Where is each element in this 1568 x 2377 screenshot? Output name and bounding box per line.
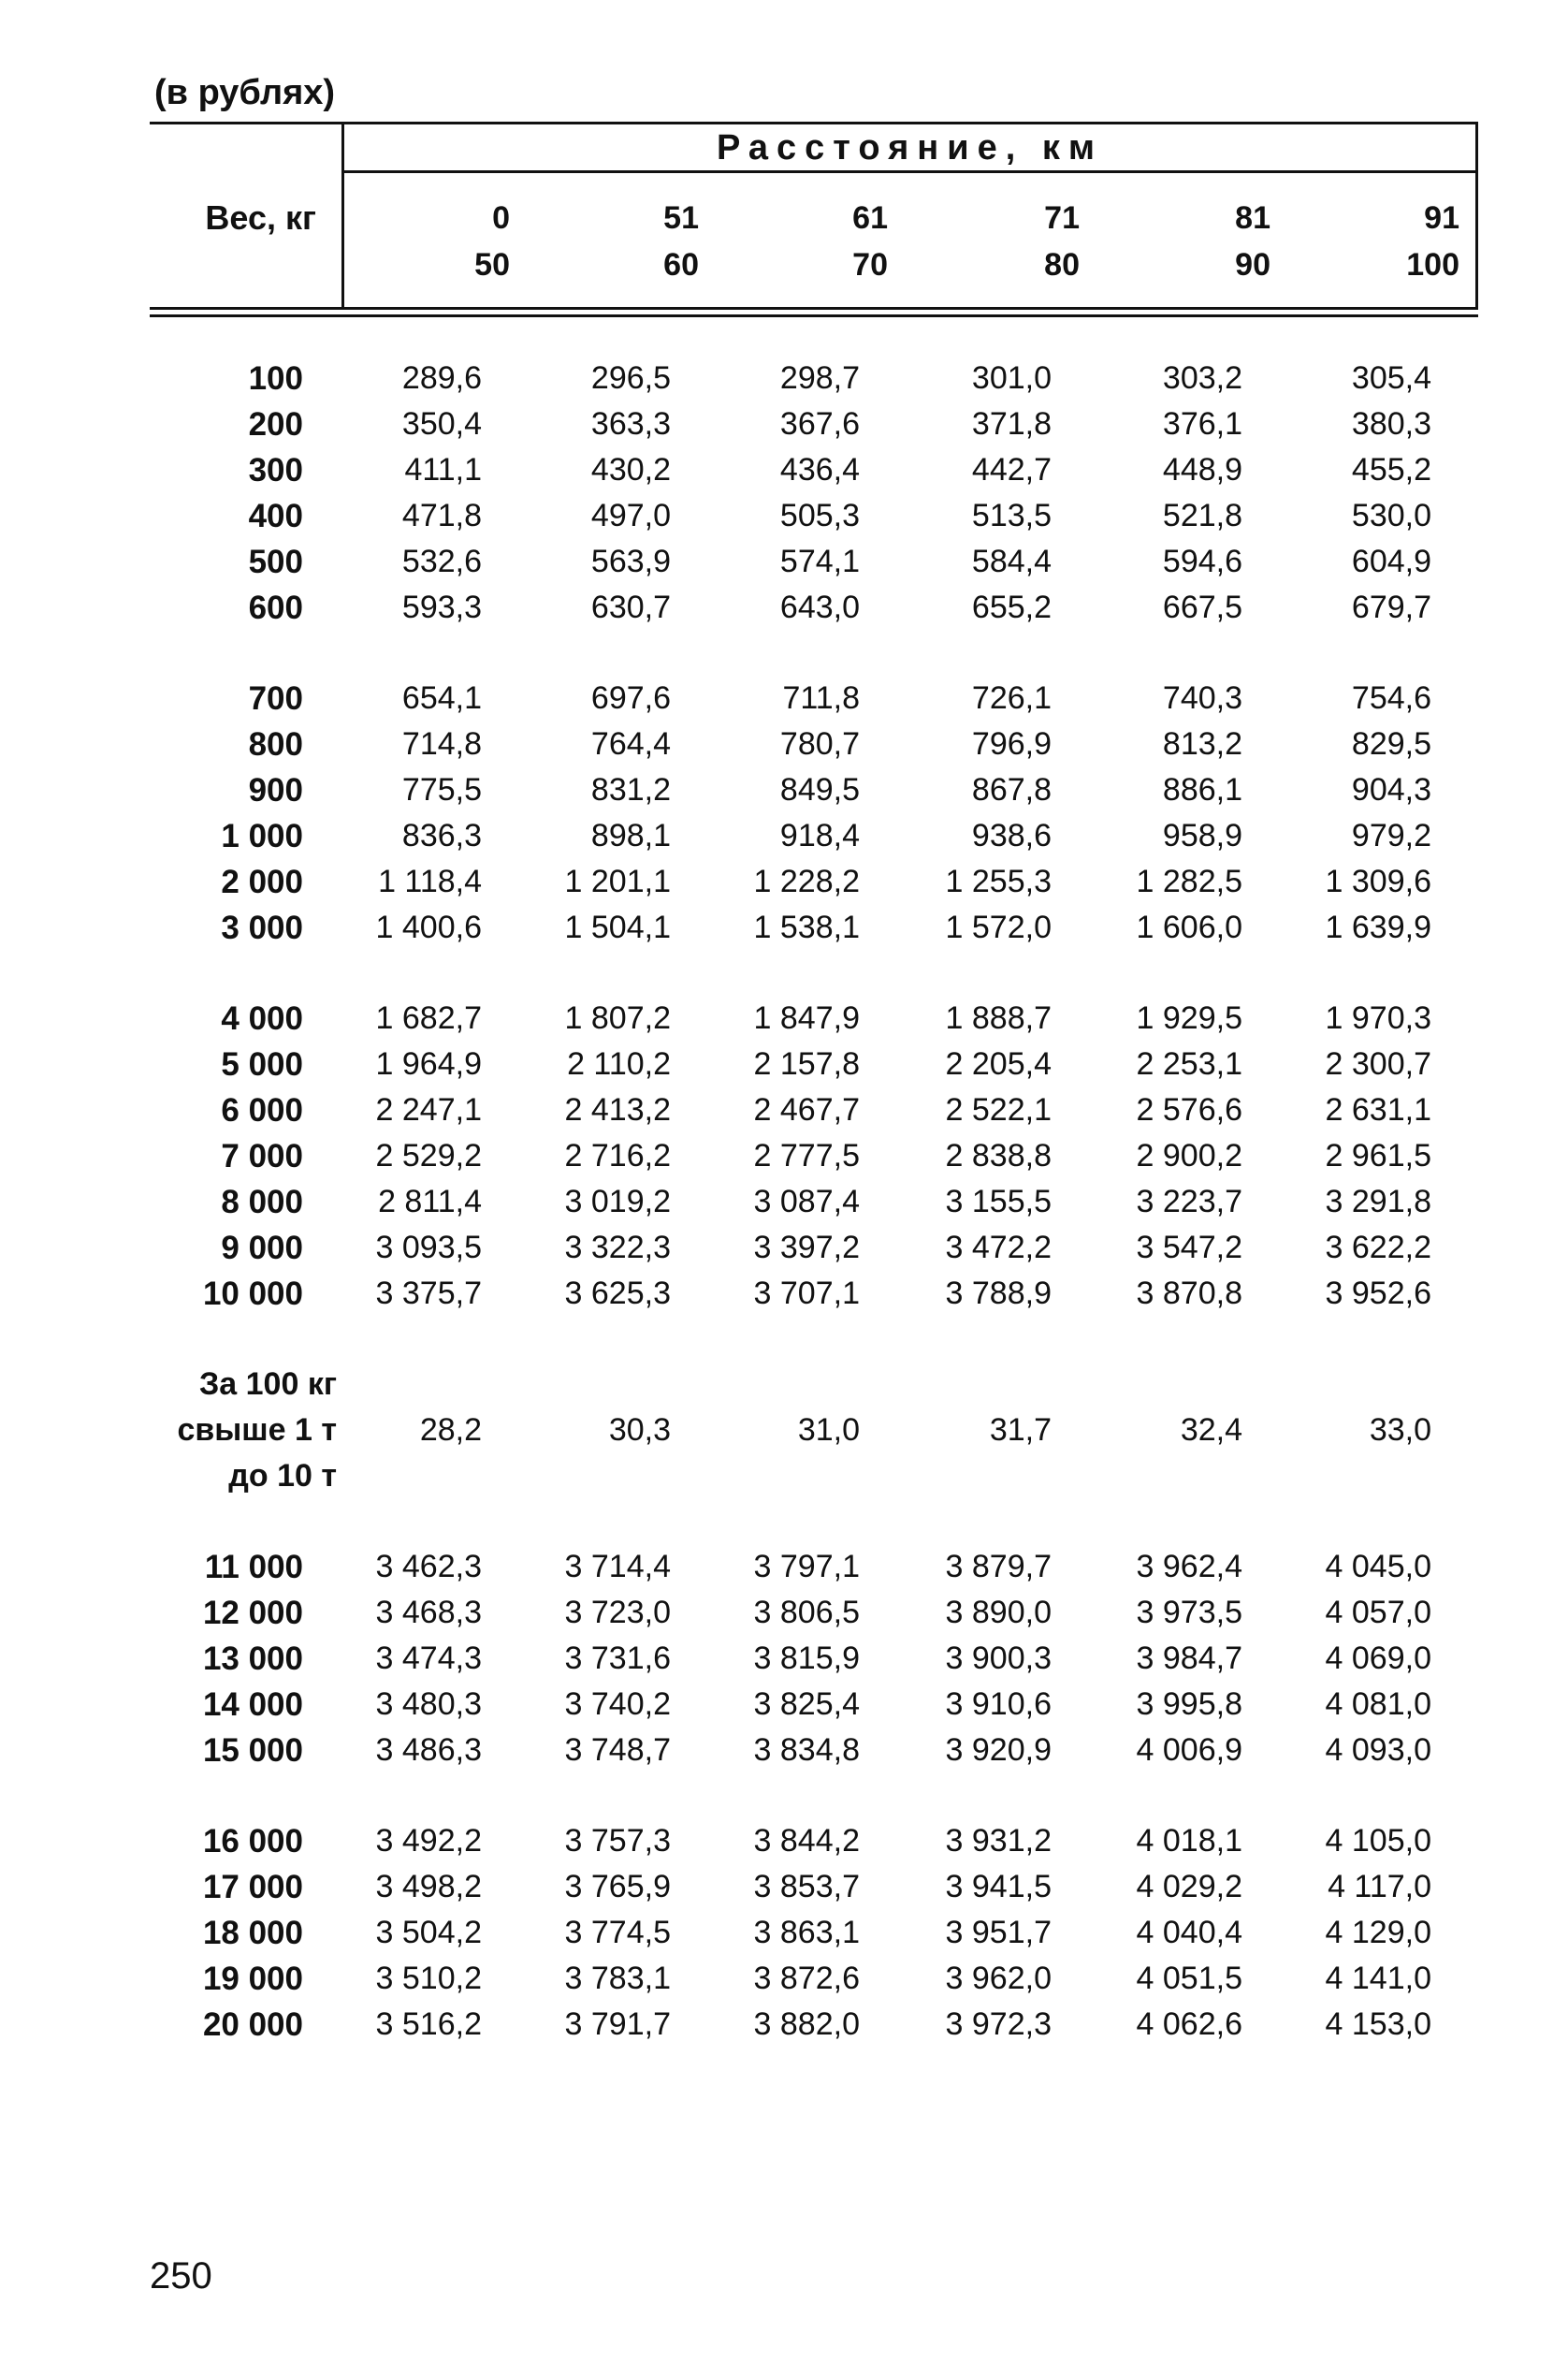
price-cell: 1 504,1 bbox=[564, 910, 671, 945]
weight-cell: 500 bbox=[248, 544, 303, 580]
price-cell: 1 538,1 bbox=[753, 910, 860, 945]
price-cell: 780,7 bbox=[779, 726, 860, 762]
price-cell: 1 572,0 bbox=[945, 910, 1052, 945]
price-cell: 796,9 bbox=[971, 726, 1052, 762]
price-cell: 1 228,2 bbox=[753, 864, 860, 899]
price-cell: 849,5 bbox=[779, 772, 860, 808]
price-cell: 3 516,2 bbox=[375, 2006, 482, 2042]
table-row bbox=[150, 1133, 1478, 1179]
surcharge-price-cell: 31,7 bbox=[989, 1412, 1052, 1448]
price-cell: 3 984,7 bbox=[1136, 1641, 1242, 1676]
price-cell: 604,9 bbox=[1351, 544, 1431, 579]
price-cell: 2 961,5 bbox=[1325, 1138, 1431, 1174]
table-row bbox=[150, 1544, 1478, 1590]
price-cell: 3 882,0 bbox=[753, 2006, 860, 2042]
price-cell: 813,2 bbox=[1162, 726, 1242, 762]
table-row bbox=[150, 2002, 1478, 2048]
price-cell: 1 682,7 bbox=[375, 1000, 482, 1036]
price-cell: 714,8 bbox=[401, 726, 482, 762]
price-cell: 3 872,6 bbox=[753, 1961, 860, 1996]
price-cell: 1 807,2 bbox=[564, 1000, 671, 1036]
price-cell: 4 069,0 bbox=[1325, 1641, 1431, 1676]
price-cell: 1 964,9 bbox=[375, 1046, 482, 1082]
price-cell: 3 973,5 bbox=[1136, 1595, 1242, 1630]
price-cell: 3 291,8 bbox=[1325, 1184, 1431, 1219]
price-cell: 4 105,0 bbox=[1325, 1823, 1431, 1859]
price-cell: 1 400,6 bbox=[375, 910, 482, 945]
weight-cell: 11 000 bbox=[204, 1549, 303, 1585]
price-cell: 563,9 bbox=[590, 544, 671, 579]
price-cell: 505,3 bbox=[779, 498, 860, 533]
table-row bbox=[150, 996, 1478, 1042]
price-cell: 593,3 bbox=[401, 590, 482, 625]
price-cell: 3 844,2 bbox=[753, 1823, 860, 1859]
price-cell: 363,3 bbox=[590, 406, 671, 442]
surcharge-price-cell: 28,2 bbox=[419, 1412, 482, 1448]
price-cell: 4 018,1 bbox=[1136, 1823, 1242, 1859]
price-cell: 3 972,3 bbox=[945, 2006, 1052, 2042]
table-row bbox=[150, 447, 1478, 493]
price-cell: 442,7 bbox=[971, 452, 1052, 488]
price-cell: 938,6 bbox=[971, 818, 1052, 853]
price-cell: 4 057,0 bbox=[1325, 1595, 1431, 1630]
price-cell: 3 941,5 bbox=[945, 1869, 1052, 1904]
price-cell: 1 255,3 bbox=[945, 864, 1052, 899]
price-cell: 3 625,3 bbox=[564, 1276, 671, 1311]
table-row bbox=[150, 1910, 1478, 1956]
price-cell: 630,7 bbox=[590, 590, 671, 625]
weight-cell: 900 bbox=[248, 772, 303, 809]
surcharge-price-cell: 32,4 bbox=[1180, 1412, 1242, 1448]
price-cell: 4 153,0 bbox=[1325, 2006, 1431, 2042]
weight-cell: 1 000 bbox=[221, 818, 303, 854]
price-cell: 764,4 bbox=[590, 726, 671, 762]
price-cell: 3 462,3 bbox=[375, 1549, 482, 1584]
header-bottom-rule-double bbox=[150, 314, 1478, 317]
table-row bbox=[150, 1956, 1478, 2002]
price-cell: 3 757,3 bbox=[564, 1823, 671, 1859]
price-cell: 3 806,5 bbox=[753, 1595, 860, 1630]
price-cell: 831,2 bbox=[590, 772, 671, 808]
price-cell: 3 783,1 bbox=[564, 1961, 671, 1996]
price-cell: 3 952,6 bbox=[1325, 1276, 1431, 1311]
price-cell: 1 639,9 bbox=[1325, 910, 1431, 945]
price-cell: 471,8 bbox=[401, 498, 482, 533]
table-row bbox=[150, 905, 1478, 951]
weight-cell: 13 000 bbox=[202, 1641, 303, 1677]
price-cell: 376,1 bbox=[1162, 406, 1242, 442]
price-cell: 3 863,1 bbox=[753, 1915, 860, 1950]
header-top-rule bbox=[150, 122, 1478, 124]
table-row bbox=[150, 1179, 1478, 1225]
price-cell: 3 834,8 bbox=[753, 1732, 860, 1768]
price-cell: 367,6 bbox=[779, 406, 860, 442]
distance-range-1: 51 60 bbox=[663, 200, 699, 283]
price-cell: 3 375,7 bbox=[375, 1276, 482, 1311]
price-cell: 2 467,7 bbox=[753, 1092, 860, 1128]
price-cell: 371,8 bbox=[971, 406, 1052, 442]
price-cell: 654,1 bbox=[401, 680, 482, 716]
price-cell: 2 576,6 bbox=[1136, 1092, 1242, 1128]
unit-note: (в рублях) bbox=[154, 73, 336, 112]
price-cell: 3 480,3 bbox=[375, 1686, 482, 1722]
price-cell: 3 765,9 bbox=[564, 1869, 671, 1904]
price-cell: 3 474,3 bbox=[375, 1641, 482, 1676]
price-cell: 289,6 bbox=[401, 360, 482, 396]
price-cell: 584,4 bbox=[971, 544, 1052, 579]
table-row bbox=[150, 813, 1478, 859]
price-cell: 430,2 bbox=[590, 452, 671, 488]
price-cell: 3 815,9 bbox=[753, 1641, 860, 1676]
price-cell: 380,3 bbox=[1351, 406, 1431, 442]
weight-cell: 12 000 bbox=[202, 1595, 303, 1631]
price-cell: 3 707,1 bbox=[753, 1276, 860, 1311]
weight-cell: 2 000 bbox=[221, 864, 303, 900]
weight-cell: 14 000 bbox=[202, 1686, 303, 1723]
weight-column-title: Вес, кг bbox=[205, 198, 316, 237]
price-cell: 305,4 bbox=[1351, 360, 1431, 396]
distance-range-0: 0 50 bbox=[474, 200, 510, 283]
weight-cell: 15 000 bbox=[202, 1732, 303, 1769]
weight-cell: 8 000 bbox=[221, 1184, 303, 1220]
surcharge-price-cell: 30,3 bbox=[608, 1412, 671, 1448]
table-row bbox=[150, 1225, 1478, 1271]
weight-cell: 18 000 bbox=[202, 1915, 303, 1951]
price-cell: 679,7 bbox=[1351, 590, 1431, 625]
price-cell: 2 631,1 bbox=[1325, 1092, 1431, 1128]
price-cell: 1 309,6 bbox=[1325, 864, 1431, 899]
price-cell: 958,9 bbox=[1162, 818, 1242, 853]
price-cell: 2 205,4 bbox=[945, 1046, 1052, 1082]
table-row bbox=[150, 1636, 1478, 1682]
price-cell: 3 962,0 bbox=[945, 1961, 1052, 1996]
price-cell: 979,2 bbox=[1351, 818, 1431, 853]
price-cell: 3 920,9 bbox=[945, 1732, 1052, 1768]
price-cell: 350,4 bbox=[401, 406, 482, 442]
price-cell: 594,6 bbox=[1162, 544, 1242, 579]
price-cell: 3 731,6 bbox=[564, 1641, 671, 1676]
price-cell: 3 093,5 bbox=[375, 1230, 482, 1265]
distance-range-3: 71 80 bbox=[1044, 200, 1080, 283]
price-cell: 2 253,1 bbox=[1136, 1046, 1242, 1082]
price-cell: 3 492,2 bbox=[375, 1823, 482, 1859]
weight-cell: 200 bbox=[248, 406, 303, 443]
distance-range-4: 81 90 bbox=[1235, 200, 1270, 283]
table-row bbox=[150, 493, 1478, 539]
price-cell: 4 141,0 bbox=[1325, 1961, 1431, 1996]
price-cell: 836,3 bbox=[401, 818, 482, 853]
price-cell: 296,5 bbox=[590, 360, 671, 396]
price-cell: 3 797,1 bbox=[753, 1549, 860, 1584]
price-cell: 3 510,2 bbox=[375, 1961, 482, 1996]
price-cell: 448,9 bbox=[1162, 452, 1242, 488]
price-cell: 4 029,2 bbox=[1136, 1869, 1242, 1904]
price-cell: 3 223,7 bbox=[1136, 1184, 1242, 1219]
weight-cell: 300 bbox=[248, 452, 303, 489]
price-cell: 867,8 bbox=[971, 772, 1052, 808]
weight-cell: 3 000 bbox=[221, 910, 303, 946]
price-cell: 298,7 bbox=[779, 360, 860, 396]
price-cell: 1 282,5 bbox=[1136, 864, 1242, 899]
price-cell: 2 110,2 bbox=[567, 1046, 671, 1082]
price-cell: 2 838,8 bbox=[945, 1138, 1052, 1174]
table-row bbox=[150, 1590, 1478, 1636]
price-cell: 1 118,4 bbox=[378, 864, 482, 899]
price-cell: 1 929,5 bbox=[1136, 1000, 1242, 1036]
price-cell: 3 962,4 bbox=[1136, 1549, 1242, 1584]
price-cell: 455,2 bbox=[1351, 452, 1431, 488]
price-cell: 754,6 bbox=[1351, 680, 1431, 716]
price-cell: 3 723,0 bbox=[564, 1595, 671, 1630]
price-cell: 775,5 bbox=[401, 772, 482, 808]
price-cell: 4 081,0 bbox=[1325, 1686, 1431, 1722]
weight-cell: 6 000 bbox=[221, 1092, 303, 1129]
weight-cell: 7 000 bbox=[221, 1138, 303, 1174]
price-cell: 3 019,2 bbox=[564, 1184, 671, 1219]
weight-cell: 700 bbox=[248, 680, 303, 717]
distance-column-title: Расстояние, км bbox=[717, 128, 1103, 168]
price-cell: 3 825,4 bbox=[753, 1686, 860, 1722]
price-cell: 3 995,8 bbox=[1136, 1686, 1242, 1722]
weight-cell: 16 000 bbox=[202, 1823, 303, 1859]
page-number: 250 bbox=[150, 2255, 212, 2297]
price-cell: 513,5 bbox=[971, 498, 1052, 533]
price-cell: 3 622,2 bbox=[1325, 1230, 1431, 1265]
price-cell: 303,2 bbox=[1162, 360, 1242, 396]
table-row bbox=[150, 676, 1478, 722]
price-cell: 574,1 bbox=[779, 544, 860, 579]
price-cell: 2 300,7 bbox=[1325, 1046, 1431, 1082]
price-cell: 829,5 bbox=[1351, 726, 1431, 762]
distance-range-2: 61 70 bbox=[852, 200, 888, 283]
price-cell: 436,4 bbox=[779, 452, 860, 488]
price-cell: 904,3 bbox=[1351, 772, 1431, 808]
price-cell: 497,0 bbox=[590, 498, 671, 533]
price-cell: 3 504,2 bbox=[375, 1915, 482, 1950]
price-cell: 3 879,7 bbox=[945, 1549, 1052, 1584]
price-cell: 3 486,3 bbox=[375, 1732, 482, 1768]
price-cell: 4 093,0 bbox=[1325, 1732, 1431, 1768]
price-cell: 3 087,4 bbox=[753, 1184, 860, 1219]
price-cell: 4 117,0 bbox=[1328, 1869, 1431, 1904]
table-row bbox=[150, 1818, 1478, 1864]
weight-cell: 4 000 bbox=[221, 1000, 303, 1037]
price-cell: 3 740,2 bbox=[564, 1686, 671, 1722]
price-cell: 1 888,7 bbox=[945, 1000, 1052, 1036]
price-cell: 2 811,4 bbox=[378, 1184, 482, 1219]
price-cell: 530,0 bbox=[1351, 498, 1431, 533]
price-cell: 3 397,2 bbox=[753, 1230, 860, 1265]
price-cell: 655,2 bbox=[971, 590, 1052, 625]
price-cell: 898,1 bbox=[590, 818, 671, 853]
table-row bbox=[150, 585, 1478, 631]
price-cell: 1 606,0 bbox=[1136, 910, 1242, 945]
price-cell: 643,0 bbox=[779, 590, 860, 625]
price-cell: 3 900,3 bbox=[945, 1641, 1052, 1676]
price-cell: 2 522,1 bbox=[945, 1092, 1052, 1128]
table-row bbox=[150, 722, 1478, 767]
price-cell: 2 900,2 bbox=[1136, 1138, 1242, 1174]
weight-cell: 600 bbox=[248, 590, 303, 626]
price-cell: 3 853,7 bbox=[753, 1869, 860, 1904]
price-cell: 3 951,7 bbox=[945, 1915, 1052, 1950]
price-cell: 3 547,2 bbox=[1136, 1230, 1242, 1265]
price-cell: 740,3 bbox=[1162, 680, 1242, 716]
surcharge-price-cell: 33,0 bbox=[1369, 1412, 1431, 1448]
weight-cell: 19 000 bbox=[202, 1961, 303, 1997]
price-cell: 3 322,3 bbox=[564, 1230, 671, 1265]
weight-cell: 100 bbox=[248, 360, 303, 397]
price-cell: 711,8 bbox=[782, 680, 860, 716]
price-cell: 886,1 bbox=[1162, 772, 1242, 808]
price-cell: 4 129,0 bbox=[1325, 1915, 1431, 1950]
price-cell: 411,1 bbox=[404, 452, 482, 488]
price-cell: 532,6 bbox=[401, 544, 482, 579]
surcharge-row bbox=[150, 1362, 1478, 1499]
price-cell: 3 870,8 bbox=[1136, 1276, 1242, 1311]
price-cell: 3 155,5 bbox=[945, 1184, 1052, 1219]
price-cell: 3 791,7 bbox=[564, 2006, 671, 2042]
price-cell: 1 201,1 bbox=[564, 864, 671, 899]
price-cell: 3 498,2 bbox=[375, 1869, 482, 1904]
weight-cell: 20 000 bbox=[202, 2006, 303, 2043]
price-cell: 3 931,2 bbox=[945, 1823, 1052, 1859]
price-cell: 3 714,4 bbox=[564, 1549, 671, 1584]
surcharge-price-cell: 31,0 bbox=[797, 1412, 860, 1448]
weight-cell: 400 bbox=[248, 498, 303, 534]
distance-range-5: 91 100 bbox=[1406, 200, 1459, 283]
surcharge-label: За 100 кг свыше 1 т до 10 т bbox=[177, 1366, 337, 1494]
price-cell: 4 045,0 bbox=[1325, 1549, 1431, 1584]
tariff-table-body bbox=[150, 356, 1478, 2048]
table-row bbox=[150, 539, 1478, 585]
table-row bbox=[150, 1864, 1478, 1910]
price-cell: 2 716,2 bbox=[564, 1138, 671, 1174]
weight-cell: 17 000 bbox=[202, 1869, 303, 1905]
price-cell: 3 748,7 bbox=[564, 1732, 671, 1768]
weight-cell: 10 000 bbox=[202, 1276, 303, 1312]
price-cell: 2 413,2 bbox=[564, 1092, 671, 1128]
price-cell: 4 062,6 bbox=[1136, 2006, 1242, 2042]
table-row bbox=[150, 1087, 1478, 1133]
table-row bbox=[150, 401, 1478, 447]
price-cell: 3 468,3 bbox=[375, 1595, 482, 1630]
price-cell: 3 472,2 bbox=[945, 1230, 1052, 1265]
price-cell: 521,8 bbox=[1162, 498, 1242, 533]
price-cell: 726,1 bbox=[971, 680, 1052, 716]
table-row bbox=[150, 356, 1478, 401]
table-row bbox=[150, 767, 1478, 813]
table-row bbox=[150, 859, 1478, 905]
price-cell: 3 788,9 bbox=[945, 1276, 1052, 1311]
price-cell: 4 006,9 bbox=[1136, 1732, 1242, 1768]
price-cell: 1 970,3 bbox=[1325, 1000, 1431, 1036]
table-row bbox=[150, 1271, 1478, 1317]
price-cell: 1 847,9 bbox=[753, 1000, 860, 1036]
price-cell: 2 247,1 bbox=[375, 1092, 482, 1128]
price-cell: 3 774,5 bbox=[564, 1915, 671, 1950]
table-row bbox=[150, 1042, 1478, 1087]
price-cell: 697,6 bbox=[590, 680, 671, 716]
price-cell: 4 051,5 bbox=[1136, 1961, 1242, 1996]
table-row bbox=[150, 1682, 1478, 1728]
weight-cell: 800 bbox=[248, 726, 303, 763]
price-cell: 4 040,4 bbox=[1136, 1915, 1242, 1950]
price-cell: 2 157,8 bbox=[753, 1046, 860, 1082]
price-cell: 2 777,5 bbox=[753, 1138, 860, 1174]
weight-cell: 9 000 bbox=[221, 1230, 303, 1266]
price-cell: 301,0 bbox=[971, 360, 1052, 396]
header-bottom-rule bbox=[150, 307, 1478, 310]
weight-cell: 5 000 bbox=[221, 1046, 303, 1083]
price-cell: 2 529,2 bbox=[375, 1138, 482, 1174]
price-cell: 918,4 bbox=[779, 818, 860, 853]
header-mid-rule bbox=[341, 170, 1478, 173]
price-cell: 667,5 bbox=[1162, 590, 1242, 625]
table-header bbox=[150, 122, 1478, 309]
table-row bbox=[150, 1728, 1478, 1773]
price-cell: 3 890,0 bbox=[945, 1595, 1052, 1630]
price-cell: 3 910,6 bbox=[945, 1686, 1052, 1722]
